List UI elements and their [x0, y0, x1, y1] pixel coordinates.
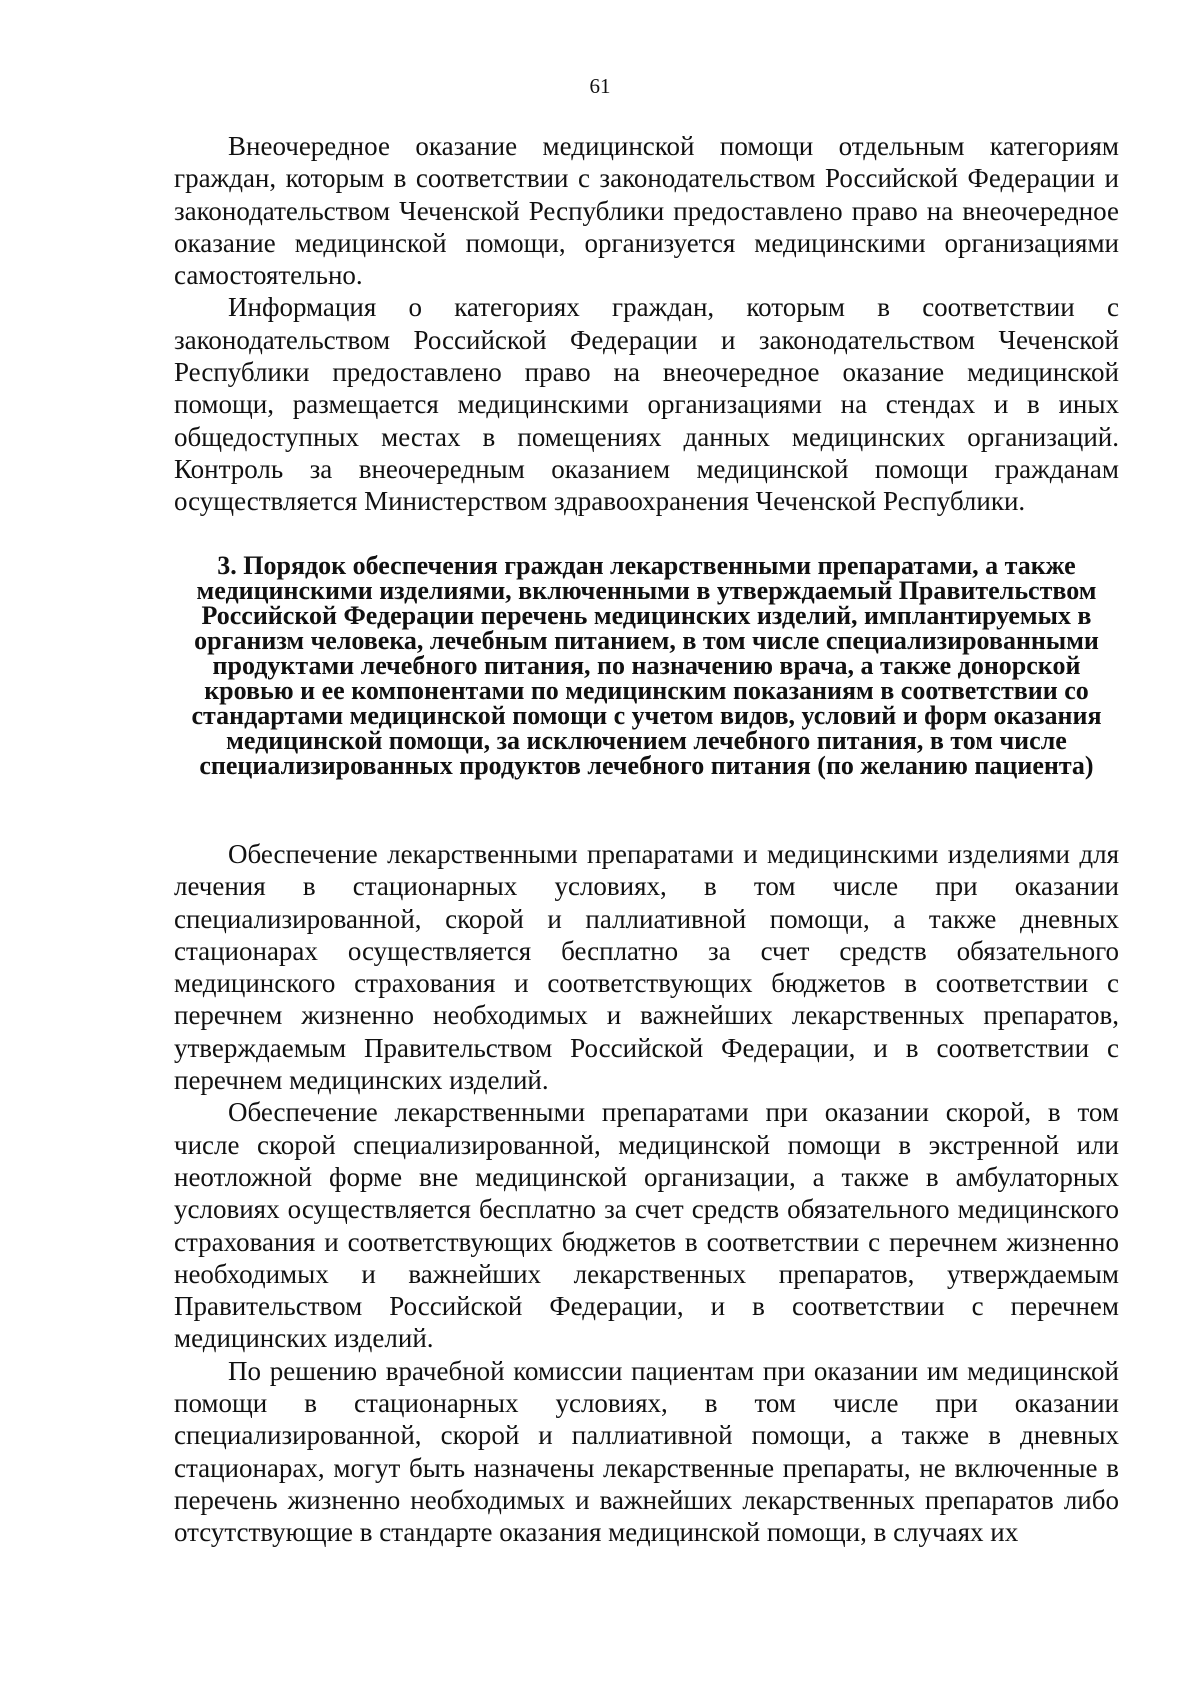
paragraphs-top — [174, 130, 1119, 518]
paragraph-commission-decision: По решению врачебной комиссии пациентам при оказании им медицинской помощи в стационарных условиях, в том числе при оказании специализированной, скорой и паллиативной помощи, а также в дневных стационарах, могут быть назначены лекарственные препараты, не включенные в перечень жизненно необходимых и важнейших лекарственных препаратов либо отсутствующие в стандарте оказания медицинской помощи, в случаях их — [174, 1355, 1119, 1548]
paragraph-emergency-drugs: Обеспечение лекарственными препаратами при оказании скорой, в том числе скорой специализированной, медицинской помощи в экстренной или неотложной форме вне медицинской организации, а также в амбулаторных условиях осуществляется бесплатно за счет средств обязательного медицинского страхования и соответствующих бюджетов в соответствии с перечнем жизненно необходимых и важнейших лекарственных препаратов, утверждаемым Правительством Российской Федерации, и в соответствии с перечнем медицинских изделий. — [174, 1097, 1119, 1354]
paragraph-priority-info: Информация о категориях граждан, которым в соответствии с законодательством Российской Федерации и законодательством Чеченской Республики предоставлено право на внеочередное оказание медицинской помощи, размещается медицинскими организациями на стендах и в иных общедоступных местах в помещениях данных медицинских организаций. Контроль за внеочередным оказанием медицинской помощи гражданам осуществляется Министерством здравоохранения Чеченской Республики. — [174, 292, 1119, 517]
page-number: 61 — [589, 74, 611, 98]
section-heading: 3. Порядок обеспечения граждан лекарственными препаратами, а также медицинскими изделиями, включенными в утверждаемый Правительством Российской Федерации перечень медицинских изделий, имплантируемых в организм человека, лечебным питанием, в том числе специализированными продуктами лечебного питания, по назначению врача, а также донорской кровью и ее компонентами по медицинским показаниям в соответствии со стандартами медицинской помощи с учетом видов, условий и форм оказания медицинской помощи, за исключением лечебного питания, в том числе специализированных продуктов лечебного питания (по желанию пациента) — [191, 551, 1102, 780]
paragraph-inpatient-drugs: Обеспечение лекарственными препаратами и медицинскими изделиями для лечения в стационарных условиях, в том числе при оказании специализированной, скорой и паллиативной помощи, а также дневных стационарах осуществляется бесплатно за счет средств обязательного медицинского страхования и соответствующих бюджетов в соответствии с перечнем жизненно необходимых и важнейших лекарственных препаратов, утверждаемым Правительством Российской Федерации, и в соответствии с перечнем медицинских изделий. — [174, 839, 1119, 1096]
paragraphs-bottom — [174, 838, 1119, 1549]
paragraph-priority-care: Внеочередное оказание медицинской помощи отдельным категориям граждан, которым в соответствии с законодательством Российской Федерации и законодательством Чеченской Республики предоставлено право на внеочередное оказание медицинской помощи, организуется медицинскими организациями самостоятельно. — [174, 131, 1119, 291]
